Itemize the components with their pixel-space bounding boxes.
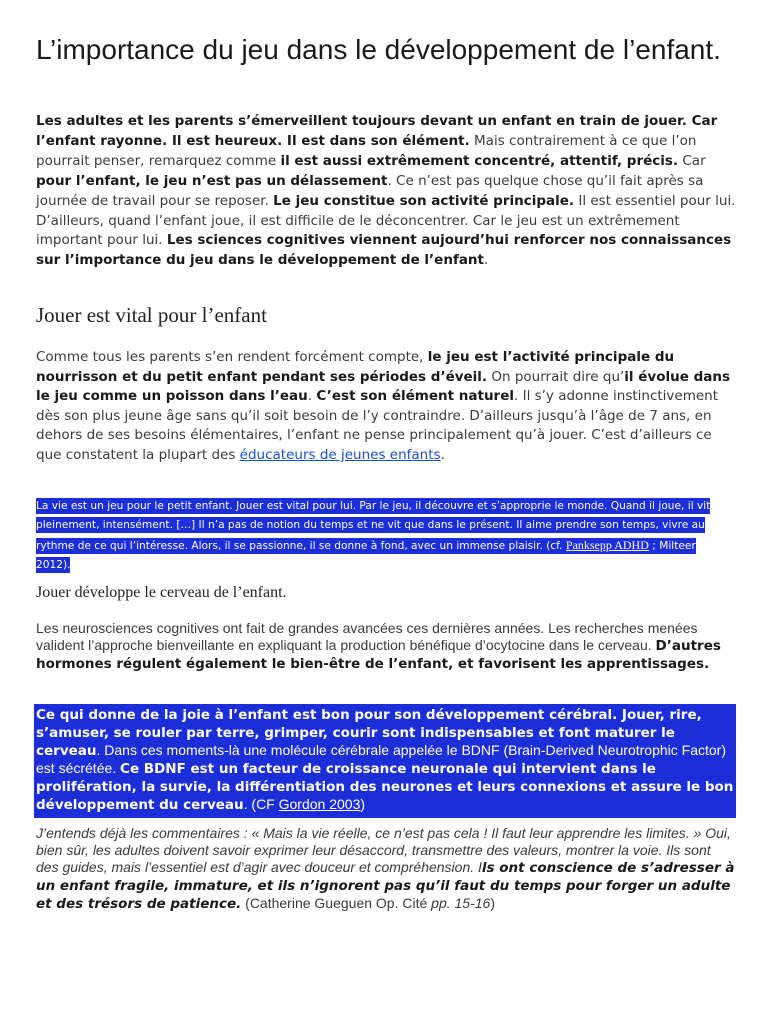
neuro-paragraph — [36, 620, 736, 673]
section-heading-cerveau: Jouer développe le cerveau de l’enfant. — [36, 584, 287, 601]
bdnf-bold-1: Ce qui donne de la joie à l’enfant est bon pour son développement cérébral. Jouer, rire, s’amuser, se rouler par terre, grimper, courir sont indispensables et font maturer le cerveau — [36, 707, 702, 759]
intro-text-10: . — [484, 252, 489, 269]
intro-paragraph — [36, 112, 736, 271]
vital-text-3: On pourrait dire qu’ — [487, 368, 625, 385]
neuro-bold-2: D’autres hormones régulent également le bien-être de l’enfant, et favorisent les apprentissages. — [36, 638, 721, 672]
quote-highlight — [36, 498, 710, 573]
quote-text: La vie est un jeu pour le petit enfant. Jouer est vital pour lui. Par le jeu, il découvre et s’approprie le monde. Quand il joue, il vit pleinement, intensément. […] Il n’a pas de notion du temps et ne vit que dans le présent. Il aime prendre son temps, vivre au rythme de ce qui l’intéresse. Alors, il se passionne, il se donne à fond, avec un immense plaisir. (cf. — [36, 500, 711, 552]
bdnf-text-5: ) — [360, 796, 366, 812]
vital-bold-6: C’est son élément naturel — [316, 388, 514, 405]
intro-bold-3: il est aussi extrêmement concentré, attentif, précis. — [280, 152, 679, 169]
vital-text-7: . Il s’y adonne instinctivement dès son plus jeune âge sans qu’il soit besoin de l’y contraindre. D’ailleurs jusqu’à l’âge de 7 ans, en dehors de ses besoins élémentaires, l’enfant ne pense principalement qu’à jouer. C’est d’ailleurs ce que constatent la plupart des — [36, 388, 719, 463]
highlighted-quote — [36, 497, 724, 575]
intro-text-4: Car — [678, 152, 706, 169]
closing-text-5: ) — [490, 895, 495, 911]
intro-bold-9: Les sciences cognitives viennent aujourd’hui renforcer nos connaissances sur l’importance du jeu dans le développement de l’enfant — [36, 232, 732, 269]
educateurs-link[interactable]: éducateurs de jeunes enfants — [239, 446, 441, 463]
vital-text-1: Comme tous les parents s’en rendent forcément compte, — [36, 349, 428, 365]
bdnf-text-4: . (CF — [243, 796, 279, 812]
intro-text-6: . Ce n’est pas quelque chose qu’il fait après sa journée de travail pour se reposer. — [36, 172, 704, 209]
vital-bold-2: le jeu est l’activité principale du nourrisson et du petit enfant pendant ses périodes d’éveil. — [36, 349, 675, 385]
closing-pages: pp. 15-16 — [431, 895, 491, 911]
gordon-link[interactable]: Gordon 2003 — [278, 796, 361, 812]
closing-italic-1: J’entends déjà les commentaires : « Mais la vie réelle, ce n’est pas cela ! Il faut leur apprendre les limites. » Oui, bien sûr, les adultes doivent savoir exprimer leur désaccord, transmettre des valeurs, montrer la voie. Ils sont des guides, mais l’essentiel est d’agir avec douceur et compréhension. I — [36, 825, 731, 875]
neuro-text-1: Les neurosciences cognitives ont fait de grandes avancées ces dernières années. Les recherches menées valident l’approche bienveillante en expliquant la production bénéfique d’ocytocine dans le cerveau. — [36, 620, 698, 653]
panksepp-link[interactable]: Panksepp ADHD — [565, 537, 649, 552]
closing-text-3: (Catherine Gueguen Op. Cité — [241, 895, 432, 911]
closing-paragraph — [36, 825, 736, 913]
article-title: L’importance du jeu dans le développement de l’enfant. — [36, 34, 721, 65]
intro-text-8: Il est essentiel pour lui. D’ailleurs, quand l’enfant joue, il est difficile de le déconcentrer. Car le jeu est un extrêmement important pour lui. — [36, 192, 736, 249]
bdnf-text-2: . Dans ces moments-là une molécule cérébrale appelée le BDNF (Brain-Derived Neurotrophic Factor) est sécrétée. — [36, 742, 726, 776]
vital-bold-4: il évolue dans le jeu comme un poisson dans l’eau — [36, 368, 730, 405]
closing-bold-2: ls ont conscience de s’adresser à un enfant fragile, immature, et ils n’ignorent pas qu’il faut du temps pour forger un adulte et des trésors de patience. — [36, 860, 735, 912]
intro-text-2: Mais contrairement à ce que l’on pourrait penser, remarquez comme — [36, 132, 697, 169]
intro-bold-1: Les adultes et les parents s’émerveillent toujours devant un enfant en train de jouer. Car l’enfant rayonne. Il est heureux. Il est dans son élément. — [36, 113, 718, 149]
section-heading-vital: Jouer est vital pour l’enfant — [36, 303, 267, 327]
intro-bold-7: Le jeu constitue son activité principale. — [273, 192, 575, 209]
vital-text-8: . — [440, 446, 445, 463]
intro-bold-5: pour l’enfant, le jeu n’est pas un délassement — [36, 172, 388, 189]
highlighted-bdnf-paragraph — [34, 704, 736, 818]
quote-tail: ; Milteer 2012). — [36, 539, 696, 571]
vital-paragraph — [36, 348, 736, 466]
vital-text-5: . — [307, 388, 317, 405]
bdnf-bold-3: Ce BDNF est un facteur de croissance neuronale qui intervient dans le prolifération, la survie, la différentiation des neurones et leurs connexions et assure le bon développement du cerveau — [36, 761, 734, 813]
